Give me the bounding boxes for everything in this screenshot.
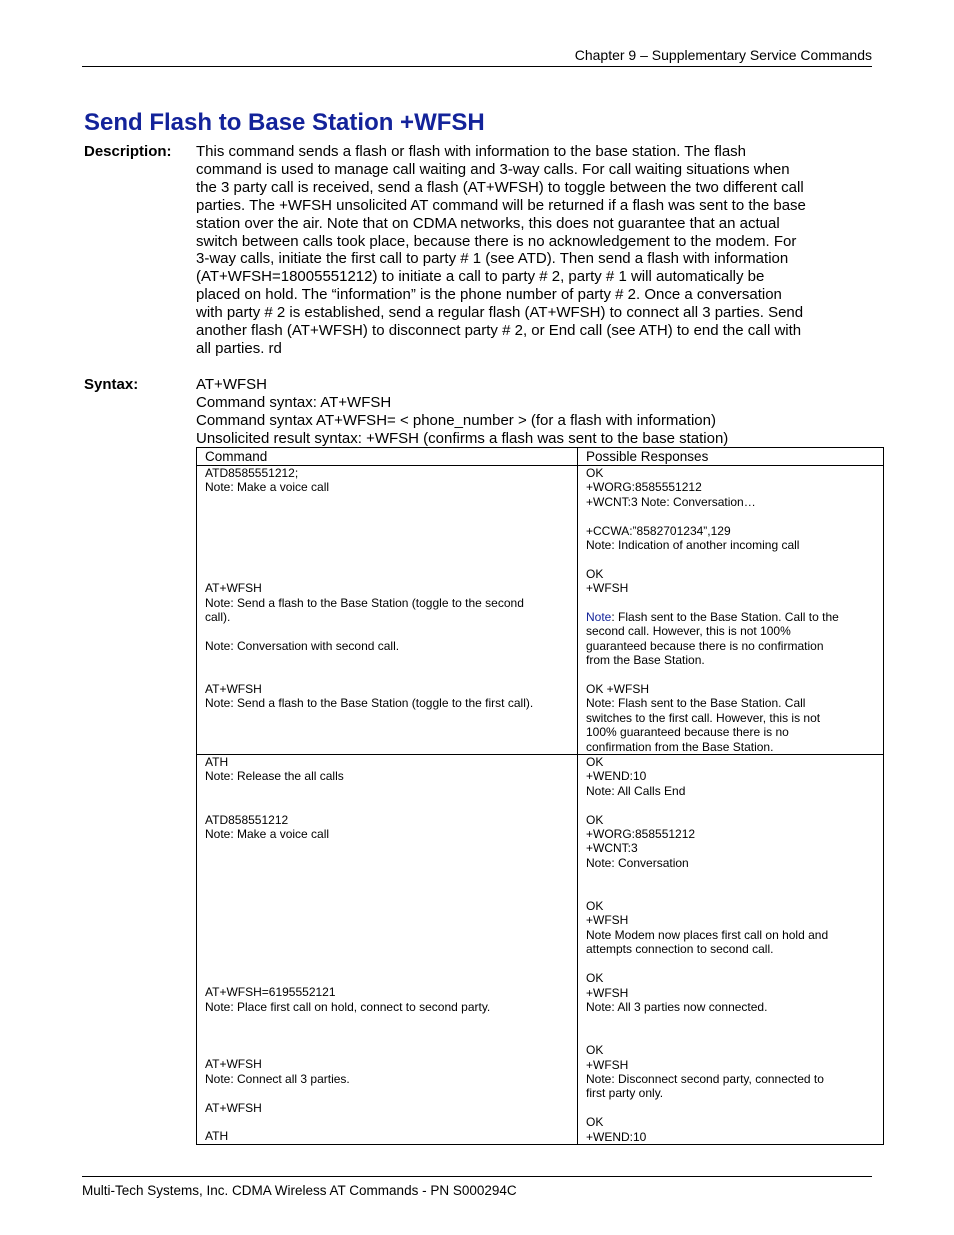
- cell-line: +WFSH: [586, 913, 629, 928]
- cell-line: Note: Make a voice call: [205, 480, 330, 495]
- cell-line: Note: Send a flash to the Base Station (toggle to the second: [205, 595, 524, 610]
- cell-line: Note: All 3 parties now connected.: [586, 999, 768, 1014]
- cell-line: +WORG:8585551212: [586, 480, 702, 495]
- cell-line: [586, 1101, 875, 1115]
- cell-line: [586, 798, 875, 812]
- response-lines: [586, 624, 875, 754]
- cell-line: Note: Make a voice call: [205, 827, 330, 842]
- cell-line: [205, 524, 569, 538]
- cell-line: [205, 624, 569, 638]
- cell-line: from the Base Station.: [586, 653, 705, 668]
- cell-line: ATD858551212: [205, 812, 289, 827]
- cell-line: [205, 1029, 569, 1043]
- description-line: (AT+WFSH=18005551212) to initiate a call to party # 2, party # 1 will automatically be: [196, 268, 765, 286]
- cell-line: [205, 552, 569, 566]
- cell-line: 100% guaranteed because there is no: [586, 725, 789, 740]
- cell-line: OK: [586, 466, 604, 480]
- cell-line: [586, 596, 875, 610]
- section-title: Send Flash to Base Station +WFSH: [84, 109, 485, 136]
- cell-line: +WFSH: [586, 985, 629, 1000]
- cell-line: Note: Connect all 3 parties.: [205, 1071, 350, 1086]
- cell-line: switches to the first call. However, this is not: [586, 710, 821, 725]
- header-command: Command: [197, 448, 578, 466]
- cell-line: Note Modem now places first call on hold and: [586, 927, 829, 942]
- cell-line: Note: Place first call on hold, connect to second party.: [205, 999, 491, 1014]
- command-cell: [197, 466, 578, 755]
- cell-line: call).: [205, 609, 231, 624]
- page-header: [82, 47, 872, 67]
- cell-line: [586, 870, 875, 884]
- cell-line: [205, 957, 569, 971]
- description-line: another flash (AT+WFSH) to disconnect party # 2, or End call (see ATH) to end the call with: [196, 322, 802, 340]
- cell-line: AT+WFSH: [205, 1100, 262, 1115]
- cell-line: +WFSH: [586, 581, 629, 596]
- cell-line: [586, 885, 875, 899]
- description-line: the 3 party call is received, send a flash (AT+WFSH) to toggle between the two different call: [196, 178, 804, 196]
- cell-line: AT+WFSH: [205, 1057, 262, 1072]
- cell-line: OK: [586, 812, 604, 827]
- cell-line: [205, 784, 569, 798]
- syntax-line: Command syntax AT+WFSH= < phone_number > (for a flash with information): [196, 412, 716, 429]
- description-line: all parties. rd: [196, 339, 282, 357]
- command-table: [196, 447, 884, 1145]
- description-line: switch between calls took place, because there is no acknowledgement to the modem. For: [196, 232, 797, 250]
- table-row: [197, 755, 884, 1145]
- syntax-line: Unsolicited result syntax: +WFSH (confirms a flash was sent to the base station): [196, 430, 729, 447]
- cell-line: guaranteed because there is no confirmation: [586, 638, 824, 653]
- note-rest: : Flash sent to the Base Station. Call to the: [611, 610, 839, 625]
- cell-line: [205, 538, 569, 552]
- cell-line: Note: Flash sent to the Base Station. Call: [586, 696, 806, 711]
- cell-line: +WCNT:3: [586, 841, 638, 856]
- cell-line: [586, 1014, 875, 1028]
- description-line: placed on hold. The “information” is the phone number of party # 2. Once a conversation: [196, 286, 782, 304]
- cell-line: [205, 668, 569, 682]
- cell-line: [205, 798, 569, 812]
- command-cell: [197, 755, 578, 1145]
- syntax-block: [196, 376, 876, 448]
- cell-line: ATH: [205, 1129, 229, 1144]
- cell-line: +WEND:10: [586, 1129, 647, 1144]
- cell-line: [205, 653, 569, 667]
- cell-line: [586, 552, 875, 566]
- response-cell: [578, 466, 884, 755]
- cell-line: [205, 899, 569, 913]
- cell-line: [205, 567, 569, 581]
- cell-line: [586, 668, 875, 682]
- description-line: with party # 2 is established, send a regular flash (AT+WFSH) to connect all 3 parties. Send: [196, 304, 804, 322]
- cell-line: AT+WFSH: [205, 581, 262, 596]
- cell-line: first party only.: [586, 1086, 664, 1101]
- cell-line: OK: [586, 755, 604, 770]
- cell-line: OK: [586, 1043, 604, 1058]
- cell-line: [205, 885, 569, 899]
- cell-line: OK: [586, 899, 604, 914]
- chapter-title: Chapter 9 – Supplementary Service Commands: [574, 47, 872, 63]
- cell-line: OK: [586, 566, 604, 581]
- cell-line: [205, 1086, 569, 1100]
- cell-line: Note: Send a flash to the Base Station (toggle to the first call).: [205, 696, 534, 711]
- syntax-line: AT+WFSH: [196, 376, 267, 393]
- response-cell: [578, 755, 884, 1145]
- cell-line: OK +WFSH: [586, 682, 650, 697]
- cell-line: attempts connection to second call.: [586, 942, 774, 957]
- description-text: [196, 143, 841, 358]
- description-line: 3-way calls, initiate the first call to party # 1 (see ATD). Then send a flash with information: [196, 250, 789, 268]
- cell-line: +WFSH: [586, 1057, 629, 1072]
- cell-line: +WEND:10: [586, 769, 647, 784]
- response-lines: [586, 466, 875, 610]
- cell-line: Note: Indication of another incoming call: [586, 538, 800, 553]
- cell-line: Note: All Calls End: [586, 783, 686, 798]
- cell-line: AT+WFSH: [205, 681, 262, 696]
- description-line: station over the air. Note that on CDMA networks, this does not guarantee that an actual: [196, 214, 780, 232]
- cell-line: [205, 971, 569, 985]
- cell-line: AT+WFSH=6195552121: [205, 985, 336, 1000]
- cell-line: [205, 495, 569, 509]
- cell-line: [205, 928, 569, 942]
- syntax-label: Syntax:: [84, 376, 139, 393]
- cell-line: OK: [586, 1115, 604, 1130]
- description-line: parties. The +WFSH unsolicited AT command will be returned if a flash was sent to the base: [196, 196, 806, 214]
- cell-line: [205, 509, 569, 523]
- cell-line: [205, 913, 569, 927]
- cell-line: [205, 1014, 569, 1028]
- cell-line: second call. However, this is not 100%: [586, 624, 791, 639]
- syntax-line: Command syntax: AT+WFSH: [196, 394, 392, 411]
- note-highlight: Note: [586, 610, 612, 625]
- table-header-row: [197, 448, 884, 466]
- cell-line: [586, 1029, 875, 1043]
- cell-line: Note: Release the all calls: [205, 769, 344, 784]
- cell-line: [205, 1115, 569, 1129]
- cell-line: [205, 841, 569, 855]
- description-line: This command sends a flash or flash with information to the base station. The flash: [196, 143, 747, 160]
- cell-line: [205, 870, 569, 884]
- page-footer: [82, 1176, 872, 1199]
- description-label: Description:: [84, 143, 172, 160]
- cell-line: ATD8585551212;: [205, 466, 299, 480]
- cell-line: OK: [586, 971, 604, 986]
- cell-line: confirmation from the Base Station.: [586, 739, 774, 754]
- table-row: [197, 466, 884, 755]
- header-responses: Possible Responses: [578, 448, 884, 466]
- cell-line: Note: Conversation: [586, 855, 689, 870]
- description-line: command is used to manage call waiting and 3-way calls. For call waiting situations when: [196, 160, 790, 178]
- cell-line: ATH: [205, 755, 229, 770]
- cell-line: +WORG:858551212: [586, 827, 696, 842]
- cell-line: [205, 942, 569, 956]
- cell-line: [586, 509, 875, 523]
- cell-line: [586, 957, 875, 971]
- cell-line: +CCWA:”8582701234”,129: [586, 523, 731, 538]
- response-note-line: [586, 610, 875, 624]
- footer-text: Multi-Tech Systems, Inc. CDMA Wireless AT Commands - PN S000294C: [82, 1183, 517, 1198]
- cell-line: Note: Conversation with second call.: [205, 638, 400, 653]
- cell-line: +WCNT:3 Note: Conversation…: [586, 494, 756, 509]
- cell-line: Note: Disconnect second party, connected to: [586, 1071, 824, 1086]
- cell-line: [205, 1043, 569, 1057]
- cell-line: [205, 856, 569, 870]
